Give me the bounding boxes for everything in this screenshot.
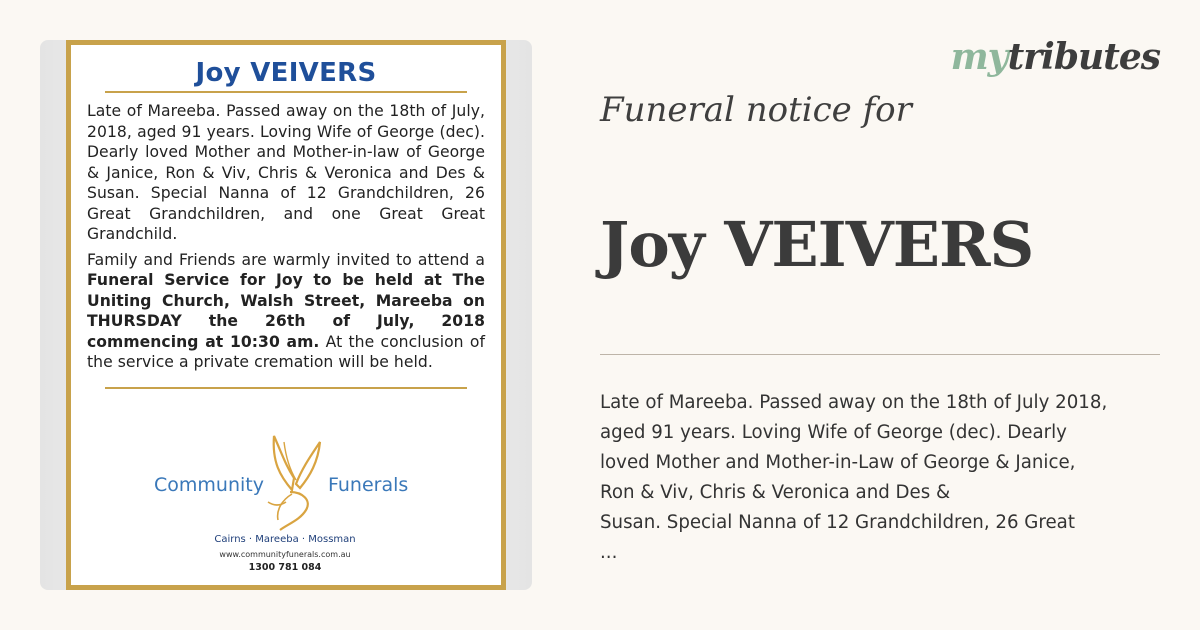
- notice-service-details: Funeral Service for Joy to be held at The Uniting Church, Walsh Street, Mareeba on THURSDAY the 26th of July, 2018 commencing at 10:30 am.: [87, 271, 485, 351]
- notice-bottom-rule: [105, 387, 467, 389]
- section-divider: [600, 354, 1160, 355]
- notice-top-rule: [105, 91, 467, 93]
- excerpt-line: Ron & Viv, Chris & Veronica and Des &: [600, 482, 951, 503]
- notice-subtitle: Funeral notice for: [600, 90, 912, 130]
- brand-suffix: tributes: [1007, 36, 1160, 78]
- logo-word-community: Community: [154, 474, 264, 496]
- excerpt-line: Susan. Special Nanna of 12 Grandchildren, 26 Great: [600, 512, 1075, 533]
- excerpt-line: aged 91 years. Loving Wife of George (dec). Dearly: [600, 422, 1067, 443]
- notice-paragraph-2-end: At the conclusion of the service a private cremation will be held.: [87, 332, 485, 371]
- logo-word-funerals: Funerals: [328, 474, 409, 496]
- excerpt-line: loved Mother and Mother-in-Law of George & Janice,: [600, 452, 1076, 473]
- community-funerals-logo: [150, 432, 420, 580]
- brand-prefix: my: [950, 36, 1008, 78]
- logo-phone: 1300 781 084: [248, 562, 322, 573]
- mytributes-logo[interactable]: [951, 36, 1160, 78]
- deceased-name: Joy VEIVERS: [600, 208, 1034, 281]
- dove-icon: [262, 432, 324, 532]
- notice-excerpt: [600, 388, 1160, 568]
- notice-title: Joy VEIVERS: [195, 58, 377, 88]
- logo-url: www.communityfunerals.com.au: [219, 550, 351, 559]
- notice-paragraph-2-start: Family and Friends are warmly invited to attend a: [87, 250, 485, 269]
- logo-towns: Cairns · Mareeba · Mossman: [214, 534, 356, 545]
- excerpt-ellipsis: ...: [600, 542, 618, 563]
- funeral-notice-image: [66, 40, 506, 590]
- notice-paragraph-2: [87, 250, 485, 373]
- excerpt-line: Late of Mareeba. Passed away on the 18th of July 2018,: [600, 392, 1108, 413]
- notice-paragraph-1: Late of Mareeba. Passed away on the 18th of July, 2018, aged 91 years. Loving Wife of George (dec). Dearly loved Mother and Mother-in-law of George & Janice, Ron & Viv, Chris & Veronica and Des & Susan. Special Nanna of 12 Grandchildren, 26 Great Grandchildren, and one Great Great Grandchild.: [87, 102, 485, 243]
